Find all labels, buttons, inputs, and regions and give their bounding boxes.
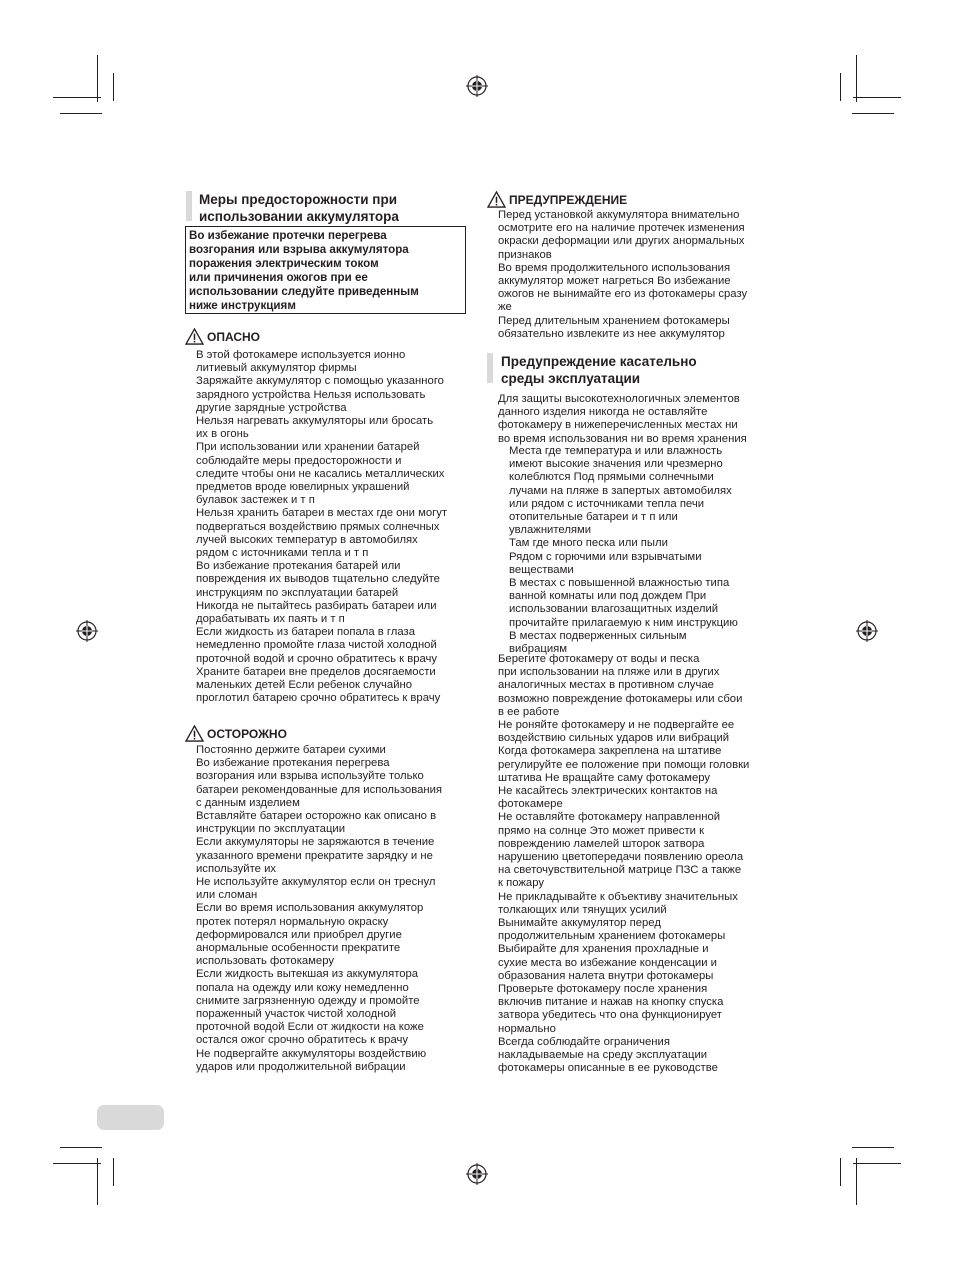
box-line: или причинения ожогов при ее — [189, 271, 368, 284]
intro-warning-box — [185, 226, 466, 314]
text-line: веществами — [509, 563, 574, 576]
text-line: данного изделия никогда не оставляйте — [498, 406, 708, 419]
text-line: прямо на солнце Это может привести к — [498, 824, 705, 837]
text-line: во время использования ни во время хранения — [498, 432, 747, 445]
text-line: лучами на пляже в запертых автомобилях — [509, 484, 732, 497]
text-line: аккумулятор может нагреться Во избежание — [498, 275, 731, 288]
text-line: Всегда соблюдайте ограничения — [498, 1035, 670, 1048]
box-line: поражения электрическим током — [189, 257, 379, 270]
text-line: Берегите фотокамеру от воды и песка — [498, 653, 700, 665]
crop-mark — [852, 113, 894, 114]
text-line: вибрациям — [509, 643, 568, 656]
text-line: осмотрите его на наличие протечек изменения — [498, 222, 745, 235]
title-line: использовании аккумулятора — [199, 209, 399, 224]
crop-mark — [856, 1158, 857, 1205]
registration-mark-icon — [466, 1163, 488, 1185]
crop-mark — [60, 113, 102, 114]
title-line: среды эксплуатации — [501, 371, 641, 386]
text-line: Вынимайте аккумулятор перед — [498, 917, 661, 930]
text-line: проточной водой и срочно обратитесь к врачу — [196, 652, 438, 665]
text-line: Храните батареи вне пределов досягаемости — [196, 665, 436, 678]
text-line: аналогичных местах в противном случае — [498, 679, 714, 692]
crop-mark — [97, 55, 98, 102]
crop-mark — [840, 1158, 841, 1186]
text-line: батареи рекомендованные для использования — [196, 783, 443, 796]
text-line: на светочувствительной матрице ПЗС а также — [498, 864, 742, 877]
danger-text — [196, 349, 447, 705]
text-line: регулируйте ее положение при помощи головки — [498, 758, 750, 771]
text-line: пораженный участок чистой холодной — [196, 1008, 397, 1021]
text-line: Нельзя нагревать аккумуляторы или бросать — [196, 415, 434, 428]
text-line: имеют высокие значения или чрезмерно — [509, 458, 723, 471]
text-line: Никогда не пытайтесь разбирать батареи или — [196, 599, 437, 612]
text-line: в ее работе — [498, 705, 560, 718]
warning-triangle-icon — [185, 328, 204, 345]
text-line: использовании влагозащитных изделий — [509, 603, 719, 616]
text-line: маленьких детей Если ребенок случайно — [196, 679, 413, 692]
text-line: В местах с повышенной влажностью типа — [509, 577, 730, 590]
crop-mark — [53, 97, 101, 98]
text-line: увлажнителями — [509, 524, 592, 537]
text-line: анормальные особенности прекратите — [196, 942, 401, 955]
crop-mark — [113, 73, 114, 101]
text-line: Если аккумуляторы не заряжаются в течение — [196, 836, 435, 849]
text-line: соблюдайте меры предосторожности и — [196, 454, 402, 467]
crop-mark — [852, 1147, 894, 1148]
danger-heading — [185, 328, 260, 345]
text-line: использовать фотокамеру — [196, 955, 335, 968]
crop-mark — [856, 55, 857, 102]
box-line: возгорания или взрыва аккумулятора — [189, 243, 409, 256]
registration-mark-icon — [466, 75, 488, 97]
text-line: При использовании или хранении батарей — [196, 441, 420, 454]
text-line: Заряжайте аккумулятор с помощью указанного — [196, 375, 444, 388]
text-line: попала на одежду или кожу немедленно — [196, 981, 409, 994]
text-line: дорабатывать их паять и т п — [196, 613, 345, 626]
text-line: протек потерял нормальную окраску — [196, 915, 389, 928]
warning-text — [498, 209, 747, 341]
crop-mark — [840, 73, 841, 101]
text-line: проточной водой Если от жидкости на коже — [196, 1021, 424, 1034]
text-line: Не роняйте фотокамеру и не подвергайте ее — [498, 719, 735, 732]
text-line: Во время продолжительного использования — [498, 261, 731, 274]
text-line: с данным изделием — [196, 796, 300, 809]
text-line: лучей высоких температур в автомобилях — [196, 533, 418, 546]
text-line: Во избежание протекания батарей или — [196, 560, 401, 573]
text-line: затвора убедитесь что она функционирует — [498, 1009, 722, 1022]
text-line: В местах подверженных сильным — [509, 629, 687, 642]
text-line: включив питание и нажав на кнопку спуска — [498, 996, 724, 1009]
text-line: фотокамеру в нижеперечисленных местах ни — [498, 419, 738, 432]
text-line: же — [498, 301, 512, 314]
page-number-tab — [97, 1105, 164, 1130]
text-line: фотокамере — [498, 798, 563, 811]
text-line: Места где температура и или влажность — [509, 445, 723, 457]
text-line: штатива Не вращайте саму фотокамеру — [498, 771, 711, 784]
text-line: к пожару — [498, 877, 544, 890]
text-line: Не используйте аккумулятор если он треснул — [196, 876, 436, 889]
text-line: повреждению ламелей шторок затвора — [498, 837, 705, 850]
text-line: Вставляйте батареи осторожно как описано в — [196, 810, 437, 823]
title-line: Меры предосторожности при — [199, 192, 397, 207]
text-line: литиевый аккумулятор фирмы — [196, 362, 357, 375]
text-line: нарушению цветопередачи появлению ореола — [498, 851, 744, 864]
caution-text — [196, 744, 442, 1074]
text-line: рядом с источниками тепла и т п — [196, 547, 369, 560]
text-line: Во избежание протекания перегрева — [196, 757, 390, 770]
text-line: проглотил батарею срочно обратитесь к врачу — [196, 692, 441, 705]
text-line: возгорания или взрыва используйте только — [196, 770, 424, 783]
text-line: нормально — [498, 1022, 556, 1035]
box-line: использовании следуйте приведенным — [189, 285, 419, 298]
text-line: Проверьте фотокамеру после хранения — [498, 983, 708, 996]
text-line: их в огонь — [196, 428, 249, 441]
text-line: зарядного устройства Нельзя использовать — [196, 388, 426, 401]
environment-list — [509, 445, 738, 656]
text-line: снимите загрязненную одежду и промойте — [196, 994, 420, 1007]
caution-label: ОСТОРОЖНО — [207, 726, 287, 741]
text-line: остался ожог срочно обратитесь к врачу — [196, 1034, 409, 1047]
text-line: Если жидкость вытекшая из аккумулятора — [196, 968, 419, 981]
text-line: Не касайтесь электрических контактов на — [498, 785, 718, 798]
crop-mark — [853, 97, 901, 98]
text-line: Когда фотокамера закреплена на штативе — [498, 745, 722, 758]
text-line: возможно повреждение фотокамеры или сбои — [498, 692, 743, 705]
box-line: ниже инструкциям — [189, 299, 296, 312]
text-line: Если во время использования аккумулятор — [196, 902, 424, 915]
text-line: фотокамеры описанные в ее руководстве — [498, 1062, 718, 1075]
text-line: инструкции по эксплуатации — [196, 823, 346, 836]
text-line: ударов или продолжительной вибрации — [196, 1060, 406, 1073]
text-line: признаков — [498, 248, 552, 261]
section-marker — [487, 353, 493, 383]
text-line: указанного времени прекратите зарядку и не — [196, 849, 433, 862]
text-line: продолжительным хранением фотокамеры — [498, 930, 726, 943]
text-line: предметов вроде ювелирных украшений — [196, 481, 410, 494]
text-line: ванной комнаты или под дождем При — [509, 590, 707, 603]
registration-mark-icon — [76, 620, 98, 642]
text-line: инструкциям по эксплуатации батарей — [196, 586, 399, 599]
crop-mark — [113, 1158, 114, 1186]
text-line: Не оставляйте фотокамеру направленной — [498, 811, 721, 824]
text-line: при использовании на пляже или в других — [498, 666, 720, 679]
box-line: Во избежание протечки перегрева — [189, 229, 387, 242]
text-line: Не прикладывайте к объективу значительных — [498, 890, 738, 903]
text-line: толкающих или тянущих усилий — [498, 903, 667, 916]
text-line: немедленно промойте глаза чистой холодной — [196, 639, 437, 652]
text-line: обязательно извлеките из нее аккумулятор — [498, 327, 725, 340]
text-line: Для защиты высокотехнологичных элементов — [498, 393, 740, 405]
text-line: подвергаться воздействию прямых солнечных — [196, 520, 440, 533]
crop-mark — [60, 1147, 102, 1148]
environment-section-title — [501, 353, 697, 387]
warning-triangle-icon — [185, 725, 204, 742]
text-line: или сломан — [196, 889, 258, 902]
text-line: булавок застежек и т п — [196, 494, 315, 507]
text-line: другие зарядные устройства — [196, 401, 347, 414]
text-line: или рядом с источниками тепла печи — [509, 497, 705, 510]
text-line: окраски деформации или других анормальных — [498, 235, 745, 248]
text-line: Если жидкость из батареи попала в глаза — [196, 626, 416, 639]
text-line: отопительные батареи и т п или — [509, 511, 678, 524]
section-marker — [186, 191, 192, 221]
text-line: повреждения их выводов тщательно следуйте — [196, 573, 440, 586]
text-line: Не подвергайте аккумуляторы воздействию — [196, 1047, 427, 1060]
text-line: Выбирайте для хранения прохладные и — [498, 943, 709, 956]
environment-intro — [498, 393, 747, 446]
crop-mark — [853, 1163, 901, 1164]
text-line: накладываемые на среду эксплуатации — [498, 1049, 708, 1062]
text-line: Постоянно держите батареи сухими — [196, 744, 386, 756]
text-line: Перед длительным хранением фотокамеры — [498, 314, 730, 327]
title-line: Предупреждение касательно — [501, 354, 697, 369]
crop-mark — [53, 1163, 101, 1164]
text-line: Там где много песка или пыли — [509, 537, 668, 550]
text-line: прочитайте прилагаемую к ним инструкцию — [509, 616, 738, 629]
text-line: следите чтобы они не касались металлических — [196, 467, 445, 480]
registration-mark-icon — [856, 620, 878, 642]
text-line: воздействию сильных ударов или вибраций — [498, 732, 730, 745]
text-line: Нельзя хранить батареи в местах где они могут — [196, 507, 448, 520]
text-line: используйте их — [196, 862, 277, 875]
warning-triangle-icon — [487, 191, 506, 208]
text-line: Перед установкой аккумулятора внимательно — [498, 209, 740, 221]
text-line: Рядом с горючими или взрывчатыми — [509, 550, 702, 563]
text-line: колеблются Под прямыми солнечными — [509, 471, 714, 484]
text-line: образования налета внутри фотокамеры — [498, 969, 714, 982]
text-line: сухие места во избежание конденсации и — [498, 956, 717, 969]
caution-heading — [185, 725, 287, 742]
warning-label: ПРЕДУПРЕЖДЕНИЕ — [509, 192, 628, 207]
text-line: деформировался или приобрел другие — [196, 928, 402, 941]
warning-heading — [487, 191, 627, 208]
environment-text — [498, 653, 749, 1076]
battery-section-title — [199, 191, 399, 225]
text-line: В этой фотокамере используется ионно — [196, 349, 406, 361]
crop-mark — [97, 1158, 98, 1205]
text-line: ожогов не вынимайте его из фотокамеры сразу — [498, 288, 748, 301]
danger-label: ОПАСНО — [207, 329, 260, 344]
